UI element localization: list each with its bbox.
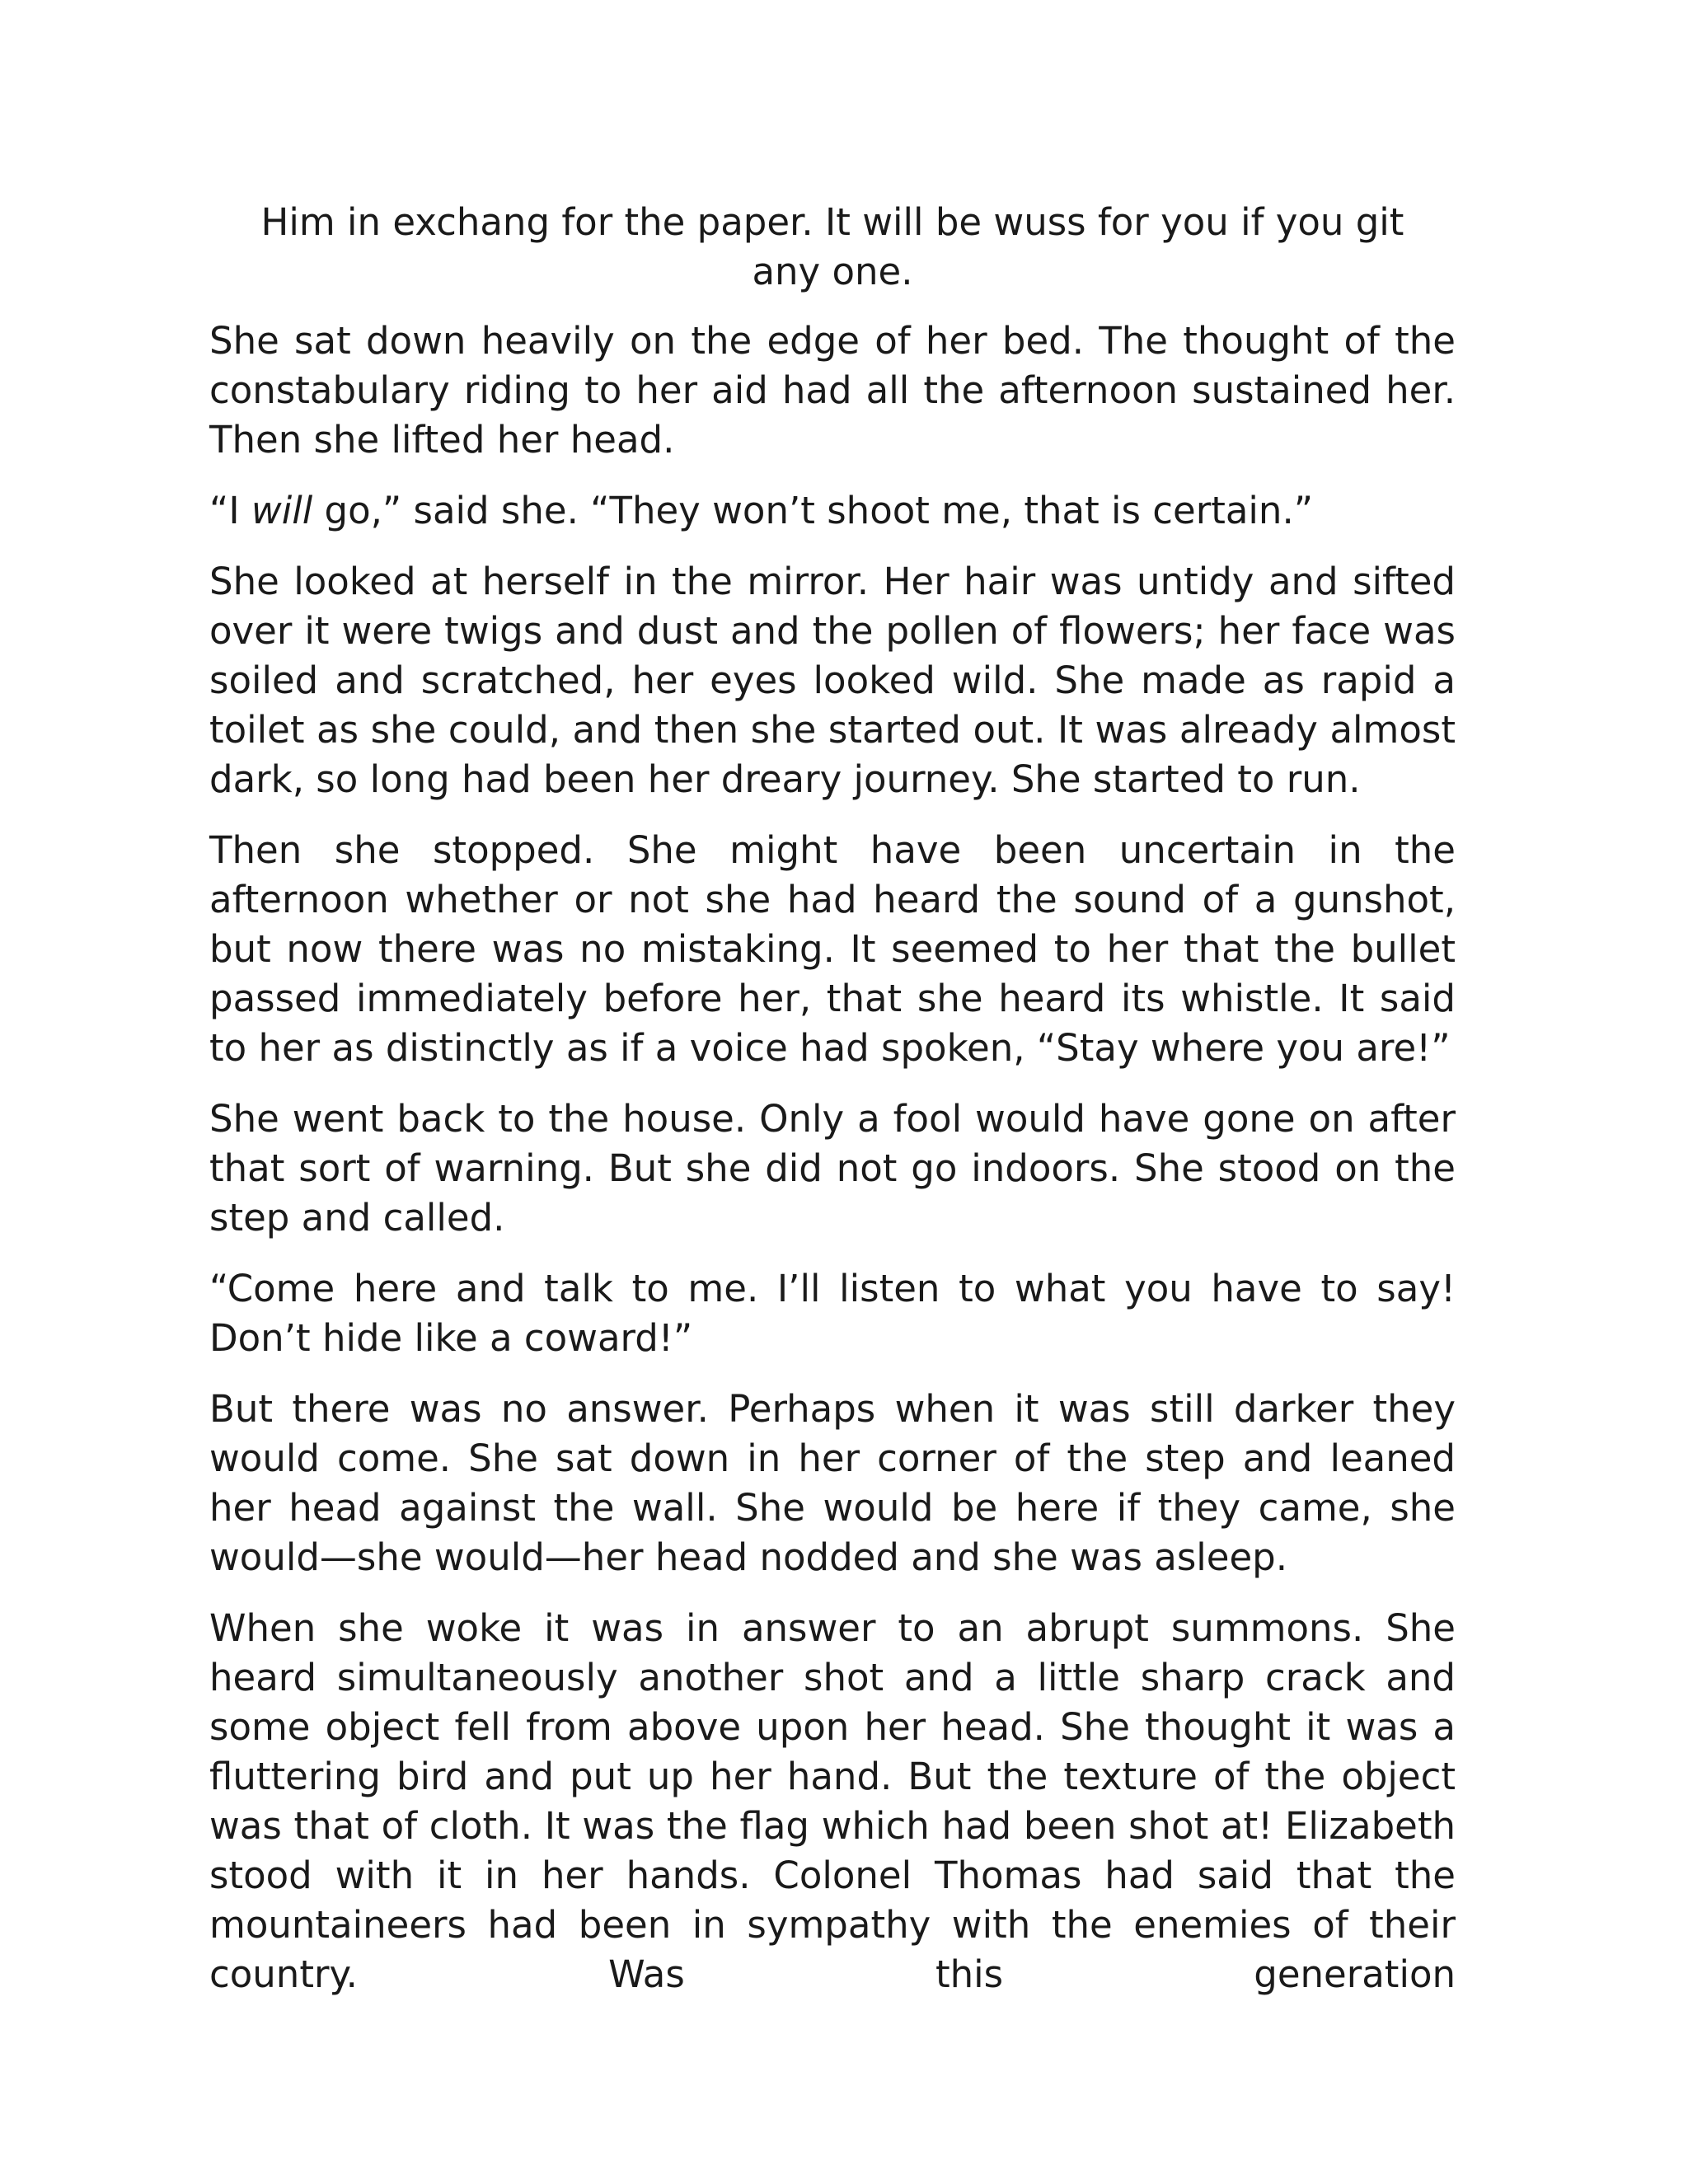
- paragraph: She looked at herself in the mirror. Her hair was untidy and sifted over it were twigs and dust and the pollen of flowers; her face was soiled and scratched, her eyes looked wild. She made as rapid a toilet as she could, and then she started out. It was already almost dark, so long had been her dreary journey. She started to run.: [209, 560, 1456, 801]
- paragraph: But there was no answer. Perhaps when it was still darker they would come. She sat down in her corner of the step and leaned her head against the wall. She would be here if they came, she would—she would—her head nodded and she was asleep.: [209, 1387, 1456, 1579]
- opening-line: Him in exchang for the paper. It will be wuss for you if you git any one.: [260, 200, 1404, 293]
- paragraph: She sat down heavily on the edge of her bed. The thought of the constabulary riding to her aid had all the afternoon sustained her. Then she lifted her head.: [209, 319, 1456, 462]
- emphasis-word: will: [251, 489, 313, 532]
- paragraph: She went back to the house. Only a fool would have gone on after that sort of warning. But she did not go indoors. She stood on the step and called.: [209, 1097, 1456, 1240]
- dialogue-after: go,” said she. “They won’t shoot me, that is certain.”: [312, 489, 1314, 532]
- dialogue-paragraph: [209, 486, 1456, 536]
- paragraph: When she woke it was in answer to an abrupt summons. She heard simultaneously another shot and a little sharp crack and some object fell from above upon her head. She thought it was a fluttering bird and put up her hand. But the texture of the object was that of cloth. It was the flag which had been shot at! Elizabeth stood with it in her hands. Colonel Thomas had said that the mountaineers had been in sympathy with the enemies of their country. Was this generation: [209, 1606, 1456, 1996]
- paragraph: “Come here and talk to me. I’ll listen to what you have to say! Don’t hide like a coward!”: [209, 1267, 1456, 1360]
- dialogue-before: “I: [209, 489, 251, 532]
- document-page: [209, 198, 1456, 1999]
- paragraph: Then she stopped. She might have been uncertain in the afternoon whether or not she had heard the sound of a gunshot, but now there was no mistaking. It seemed to her that the bullet passed immediately before her, that she heard its whistle. It said to her as distinctly as if a voice had spoken, “Stay where you are!”: [209, 828, 1456, 1070]
